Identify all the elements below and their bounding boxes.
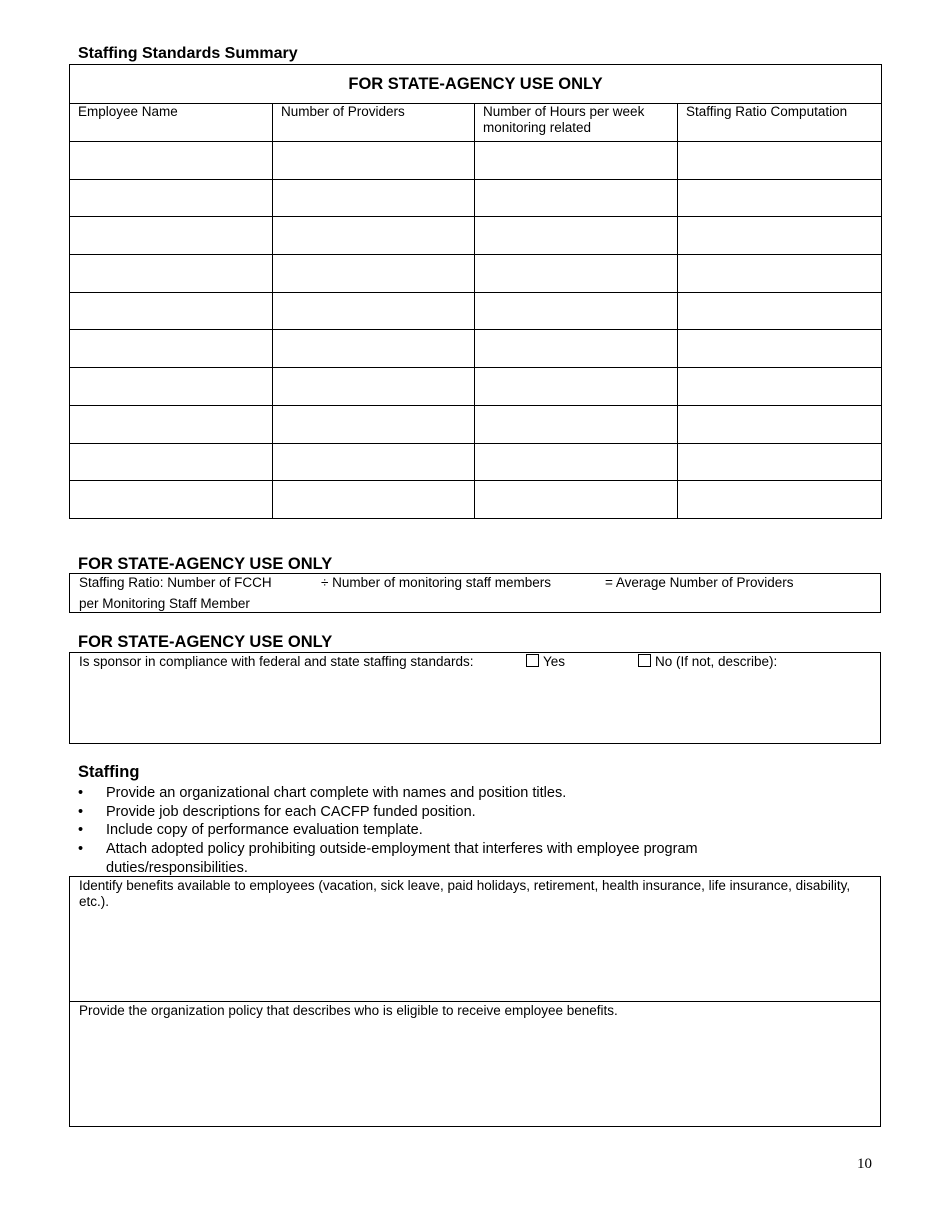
staffing-title: Staffing: [78, 763, 140, 781]
ratio-cell[interactable]: [678, 481, 882, 519]
employee-name-cell[interactable]: [70, 481, 273, 519]
ratio-cell[interactable]: [678, 330, 882, 368]
no-checkbox[interactable]: [638, 654, 651, 667]
ratio-cell[interactable]: [678, 179, 882, 217]
list-item: • Provide job descriptions for each CACFP funded position.: [78, 803, 476, 820]
employee-name-cell[interactable]: [70, 368, 273, 406]
no-label: No (If not, describe):: [655, 654, 778, 669]
staffing-summary-table: [69, 64, 882, 519]
employee-name-cell[interactable]: [70, 292, 273, 330]
table-row: [70, 179, 882, 217]
table-row: [70, 443, 882, 481]
column-header-employee-name: Employee Name: [70, 104, 273, 142]
providers-cell[interactable]: [273, 330, 475, 368]
compliance-box[interactable]: [69, 652, 881, 744]
hours-cell[interactable]: [475, 481, 678, 519]
column-header-number-of-providers: Number of Providers: [273, 104, 475, 142]
hours-cell[interactable]: [475, 330, 678, 368]
state-agency-banner: FOR STATE-AGENCY USE ONLY: [70, 65, 882, 104]
list-item: • Provide an organizational chart complete with names and position titles.: [78, 785, 567, 801]
providers-cell[interactable]: [273, 255, 475, 293]
hours-cell[interactable]: [475, 443, 678, 481]
column-header-staffing-ratio: Staffing Ratio Computation: [678, 104, 882, 142]
ratio-label-monitoring-staff: ÷ Number of monitoring staff members: [321, 575, 551, 590]
ratio-section-title: FOR STATE-AGENCY USE ONLY: [78, 555, 333, 573]
hours-cell[interactable]: [475, 368, 678, 406]
employee-name-cell[interactable]: [70, 142, 273, 180]
compliance-question: Is sponsor in compliance with federal and state staffing standards:: [79, 654, 474, 669]
table-row: [70, 255, 882, 293]
employee-name-cell[interactable]: [70, 217, 273, 255]
no-option[interactable]: [638, 654, 777, 669]
benefits-divider: [70, 1001, 880, 1002]
ratio-cell[interactable]: [678, 443, 882, 481]
benefits-prompt[interactable]: Identify benefits available to employees (vacation, sick leave, paid holidays, retirement, health insurance, life insurance, disability, etc.).: [79, 878, 851, 909]
list-item: • Attach adopted policy prohibiting outside-employment that interferes with employee program duties/responsibilities.: [78, 841, 698, 876]
employee-name-cell[interactable]: [70, 443, 273, 481]
staffing-ratio-box[interactable]: [69, 573, 881, 613]
providers-cell[interactable]: [273, 292, 475, 330]
hours-cell[interactable]: [475, 405, 678, 443]
employee-name-cell[interactable]: [70, 330, 273, 368]
providers-cell[interactable]: [273, 405, 475, 443]
column-header-hours-per-week: Number of Hours per week monitoring related: [475, 104, 678, 142]
hours-cell[interactable]: [475, 142, 678, 180]
table-row: [70, 330, 882, 368]
table-row: [70, 481, 882, 519]
providers-cell[interactable]: [273, 368, 475, 406]
employee-name-cell[interactable]: [70, 179, 273, 217]
table-row: [70, 292, 882, 330]
ratio-cell[interactable]: [678, 255, 882, 293]
providers-cell[interactable]: [273, 443, 475, 481]
table-row: [70, 217, 882, 255]
ratio-label-fcch: Staffing Ratio: Number of FCCH: [79, 575, 272, 590]
summary-title: Staffing Standards Summary: [78, 45, 298, 62]
ratio-cell[interactable]: [678, 292, 882, 330]
bullet-icon: •: [78, 785, 84, 801]
providers-cell[interactable]: [273, 179, 475, 217]
benefits-box: [69, 876, 881, 1127]
benefits-policy-prompt[interactable]: Provide the organization policy that describes who is eligible to receive employee benefits.: [79, 1003, 618, 1018]
table-row: [70, 405, 882, 443]
compliance-section-title: FOR STATE-AGENCY USE ONLY: [78, 633, 333, 651]
ratio-cell[interactable]: [678, 142, 882, 180]
employee-name-cell[interactable]: [70, 255, 273, 293]
yes-checkbox[interactable]: [526, 654, 539, 667]
table-row: [70, 142, 882, 180]
page-number: 10: [857, 1156, 872, 1172]
staffing-bullet-list: [78, 784, 798, 878]
providers-cell[interactable]: [273, 142, 475, 180]
table-row: [70, 368, 882, 406]
providers-cell[interactable]: [273, 217, 475, 255]
bullet-icon: •: [78, 841, 84, 858]
ratio-cell[interactable]: [678, 217, 882, 255]
ratio-label-average-providers: = Average Number of Providers: [605, 575, 794, 590]
ratio-label-per-staff-member: per Monitoring Staff Member: [79, 596, 250, 611]
yes-option[interactable]: [526, 654, 565, 669]
hours-cell[interactable]: [475, 179, 678, 217]
yes-label: Yes: [543, 654, 566, 669]
employee-name-cell[interactable]: [70, 405, 273, 443]
hours-cell[interactable]: [475, 217, 678, 255]
bullet-icon: •: [78, 822, 84, 839]
ratio-cell[interactable]: [678, 405, 882, 443]
ratio-cell[interactable]: [678, 368, 882, 406]
bullet-icon: •: [78, 803, 84, 820]
list-item: • Include copy of performance evaluation template.: [78, 822, 423, 839]
hours-cell[interactable]: [475, 292, 678, 330]
providers-cell[interactable]: [273, 481, 475, 519]
hours-cell[interactable]: [475, 255, 678, 293]
